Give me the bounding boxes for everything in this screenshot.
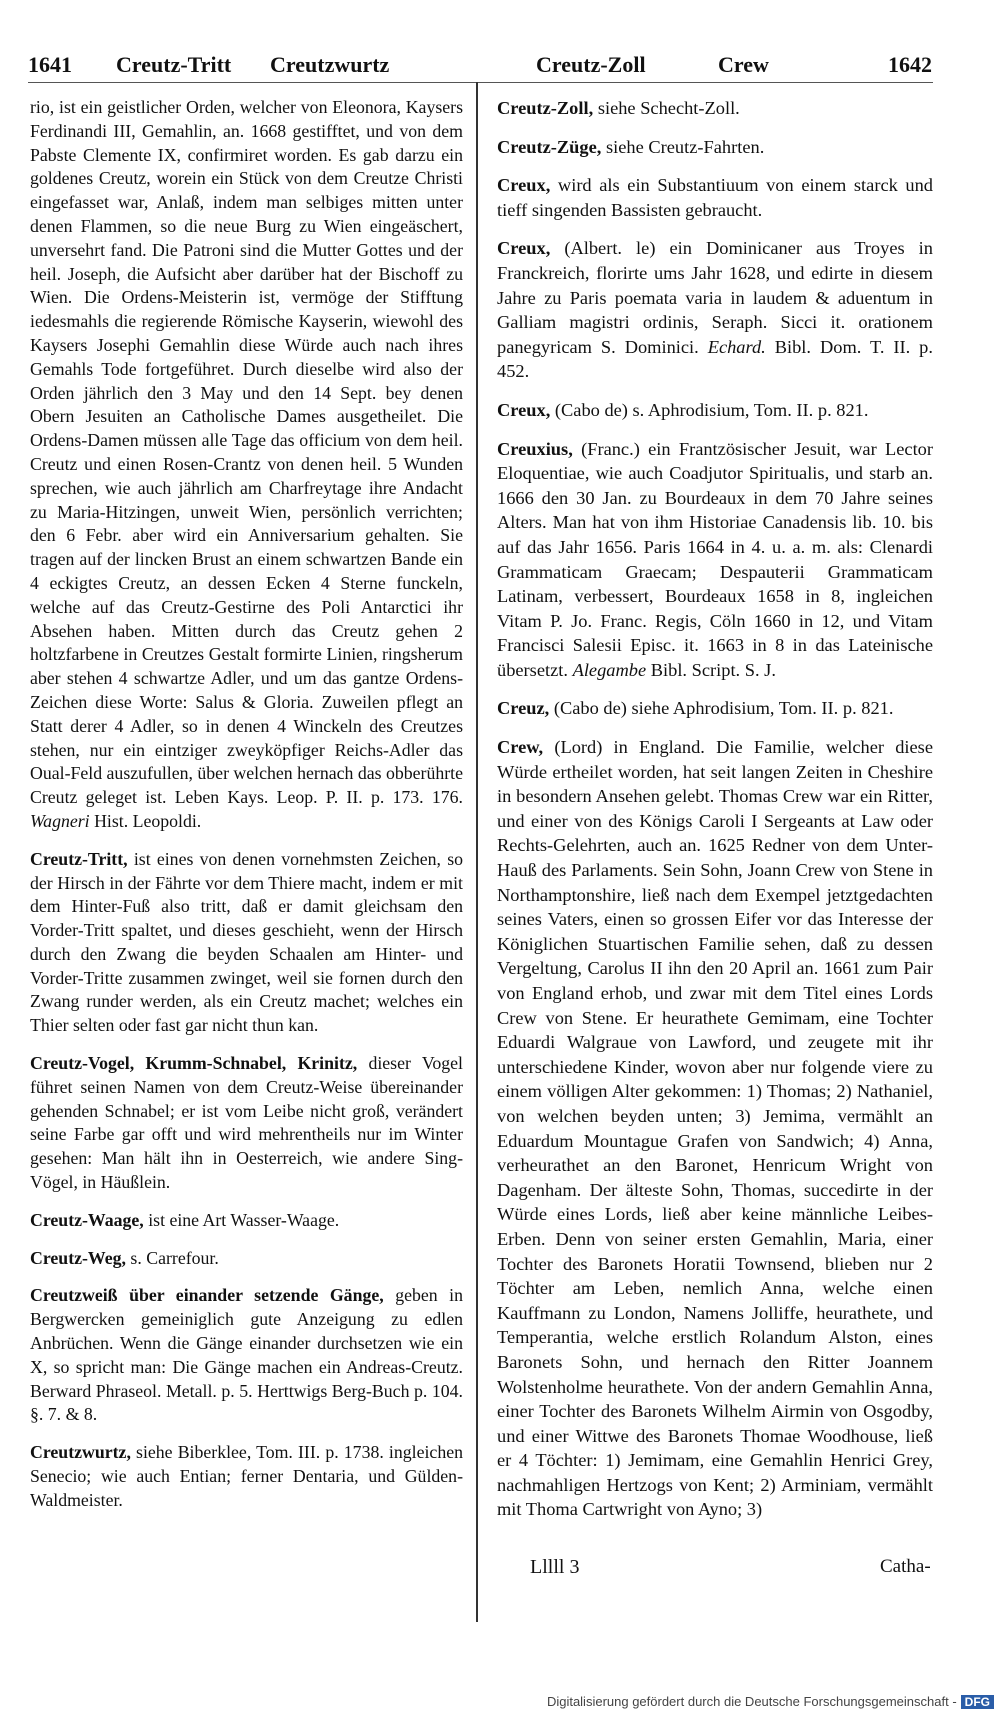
guide-word-left-1: Creutz-Tritt bbox=[116, 52, 232, 77]
entry-text: dieser Vogel führet seinen Namen von dem Creutz-Weise übereinander gehenden Schnabel; er ist vom Leibe nicht groß, verändert seine Farbe gar offt und wird mehrentheils nur im Winter gesehen: Man hält ihn in Oesterreich, wie andere Sing-Vögel, in Häußlein. bbox=[30, 1053, 463, 1193]
guide-word-right-2: Crew bbox=[718, 52, 769, 77]
dictionary-entry bbox=[497, 735, 933, 1522]
entry-text: rio, ist ein geistlicher Orden, welcher von Eleonora, Kaysers Ferdinandi III, Gemahlin, an. 1668 gestifftet, und von dem Pabste Clemente IX, confirmiret worden. Es gab darzu ein goldenes Creutz, worein ein Stück von dem Creutze Christi eingefasset war, Anlaß, indem man selbiges mitten unter denen Flammen, so die neue Burg zu Wien eingeäschert, unversehrt fand. Die Patroni sind die Mutter Gottes und der heil. Joseph, die Aufsicht aber darüber hat der Bischoff zu Wien. Die Ordens-Meisterin ist, vermöge der Stifftung iedesmahls die regierende Römische Kayserin, wiewohl des Kaysers Josephi Gemahlin diese Würde auch nach ihres Gemahls Tode fortgeführet. Durch dieselbe wird also der Orden jährlich den 3 May und den 14 Sept. bey denen Obern Jesuiten an Catholische Dames ausgetheilet. Die Ordens-Damen müssen alle Tage das officium von dem heil. Creutz und einen Rosen-Crantz von denen heil. 5 Wunden sprechen, wie auch jährlich am Charfreytage ihre Andacht zu Maria-Hitzingen, unweit Wien, persönlich verrichten; den 6 Febr. aber wird ein Anniversarium gehalten. Sie tragen auf der lincken Brust an einem schwartzen Bande ein 4 eckigtes Creutz, an dessen Ecken 4 Sterne funckeln, welche auf das Creutz-Gestirne des Poli Antarctici ihr Absehen haben. Mitten durch das Creutz gehen 2 holtzfarbene in Creutzes Gestalt formirte Linien, ringsherum aber stehen 4 schwartze Adler, und um das gantze Ordens-Zeichen diese Worte: Salus & Gloria. Zuweilen pflegt an Statt derer 4 Adler, so in denen 4 Winckeln des Creutzes stehen, nur ein eintziger zweyköpfiger Reichs-Adler das Oual-Feld auszufullen, über welchen hernach das obberührte Creutz geleget ist. Leben Kays. Leop. P. II. p. 173. 176. bbox=[30, 97, 464, 808]
dictionary-entry bbox=[497, 96, 933, 121]
entry-text: wird als ein Substantiuum von einem starck und tieff singenden Bassisten gebraucht. bbox=[497, 175, 933, 220]
dictionary-entry bbox=[30, 848, 463, 1038]
entry-text: (Albert. le) ein Dominicaner aus Troyes in Franckreich, florirte ums Jahr 1628, und edirte in diesem Jahre zu Paris poemata varia in laudem & aduentum in Galliam magistri ordinis, Seraph. Sicci it. orationem panegyricam S. Dominici. bbox=[497, 238, 933, 357]
entry-citation: Bibl. Dom. T. II. p. 452. bbox=[497, 336, 933, 382]
entry-paragraph bbox=[497, 236, 933, 384]
dictionary-entry bbox=[30, 1247, 463, 1271]
entry-text: ist eine Art Wasser-Waage. bbox=[148, 1209, 340, 1230]
entry-paragraph bbox=[497, 696, 933, 721]
entry-headword: Creutzwurtz, bbox=[30, 1442, 131, 1463]
entry-headword: Creutz-Zoll, bbox=[497, 98, 594, 118]
entry-text: (Lord) in England. Die Familie, welcher diese Würde ertheilet worden, hat seit langen Zeiten in Cheshire in besondern Ansehen gelebt. Thomas Crew war ein Ritter, und einer von des Königs Caroli I Sergeants at Law oder Rechts-Gelehrten, auch an. 1625 Redner von dem Unter-Hauß des Parlaments. Sein Sohn, Joann Crew von Stene in Northamptonshire, ließ nach dem Exempel jetztgedachten seines Vaters, einen so grossen Eifer vor das Interesse der Königlichen Stuartischen Familie sehen, daß zu dessen Vergeltung, Carolus II ihn den 20 April an. 1661 zum Pair von England erhob, und zwar mit dem Titel eines Lords Crew von Stene. Er heurathete Gemimam, eine Tochter Eduardi Walgraue von Lawford, und zeugete mit ihr unterschiedene Kinder, wovon aber nur folgende viere zu einem völligen Alter gekommen: 1) Thomas; 2) Nathaniel, von welchen beyden unten; 3) Jemima, vermählt an Eduardum Mountague Grafen von Sandwich; 4) Anna, verheurathet an den Baronet, Henricum Wright von Dagenham. Der älteste Sohn, Thomas, succedirte in der Würde eines Lords, ließ aber keine männliche Leibes-Erben. Denn von seiner ersten Gemahlin, Maria, einer Tochter des Baronets Horatii Townsend, blieben nur 2 Töchter am Leben, nemlich Anna, welche einen Kauffmann zu London, Namens Jolliffe, heurathete, und Temperantia, welche erstlich Rolandum Alston, eines Baronets Sohn, und hernach den Ritter Joannem Wolstenholme heurathete. Von der andern Gemahlin Anna, einer Tochter des Baronets Wilhelm Airmin von Osgodby, und einer Wittwe des Baronets Thomae Woodhouse, ließ er 4 Töchter: 1) Jemimam, eine Gemahlin Henrici Grey, nachmahligen Hertzogs von Kent; 2) Arminiam, vermählt mit Thoma Cartwright von Ayno; 3) bbox=[497, 737, 933, 1520]
entry-headword: Creutz-Züge, bbox=[497, 136, 602, 157]
digitization-credit bbox=[547, 1694, 994, 1709]
header-rule bbox=[28, 82, 933, 83]
entry-headword: Creux, bbox=[497, 238, 551, 259]
entry-headword: Creuz, bbox=[497, 698, 550, 719]
catchword: Catha- bbox=[880, 1556, 931, 1577]
entry-text: ist eines von denen vornehmsten Zeichen, so der Hirsch in der Fährte vor dem Thiere macht, indem er mit dem Hinter-Fuß also tritt, daß er damit gleichsam den Vorder-Tritt spaltet, und dieses geschieht, wenn der Hirsch durch den Zwang die beyden Schaalen am Hinter- und Vorder-Tritte zusammen zwinget, weil sie fornen durch den Zwang runder werden, als ein Creutz machet; welches ein Thier selten oder fast gar nicht thun kan. bbox=[30, 848, 464, 1036]
entry-paragraph bbox=[497, 437, 933, 683]
dictionary-entry bbox=[30, 1209, 463, 1233]
entry-paragraph bbox=[30, 1209, 463, 1233]
dictionary-entry bbox=[30, 1052, 463, 1195]
entry-text: s. Carrefour. bbox=[130, 1247, 219, 1268]
entry-text: (Franc.) ein Frantzösischer Jesuit, war Lector Eloquentiae, wie auch Coadjutor Spiritualis, und starb an. 1666 den 30 Jan. zu Bourdeaux in dem 70 Jahre seines Alters. Man hat von ihm Historiae Canadensis lib. 10. bis auf das Jahr 1656. Paris 1664 in 4. u. a. m. als: Clenardi Grammaticam Graecam; Despauterii Grammaticam Latinam, verbessert, Bourdeaux 1658 in 8, ingleichen Vitam P. Jo. Franc. Regis, Cöln 1660 in 12, und Vitam Francisci Salesii Episc. it. 1663 in 8 in das Lateinische übersetzt. bbox=[497, 438, 933, 680]
dictionary-entry bbox=[497, 398, 933, 423]
entry-text: (Cabo de) siehe Aphrodisium, Tom. II. p. 821. bbox=[553, 698, 894, 719]
entry-headword: Creuxius, bbox=[497, 438, 573, 459]
entry-headword: Creux, bbox=[497, 399, 551, 420]
guide-word-right-1: Creutz-Zoll bbox=[536, 52, 646, 77]
entry-paragraph bbox=[30, 848, 463, 1038]
dictionary-entry bbox=[497, 173, 933, 222]
entry-headword: Creutzweiß über einander setzende Gänge, bbox=[30, 1285, 384, 1306]
credit-text: Digitalisierung gefördert durch die Deutsche Forschungsgemeinschaft - bbox=[546, 1694, 957, 1709]
entry-text: (Cabo de) s. Aphrodisium, Tom. II. p. 821. bbox=[554, 399, 869, 420]
entry-paragraph bbox=[30, 96, 463, 834]
entry-headword: Creutz-Weg, bbox=[30, 1247, 126, 1268]
entry-paragraph bbox=[497, 135, 933, 160]
entry-headword: Crew, bbox=[497, 737, 544, 758]
entry-text: siehe Creutz-Fahrten. bbox=[605, 136, 765, 157]
entry-paragraph bbox=[497, 96, 933, 121]
dictionary-entry bbox=[497, 437, 933, 683]
page-number-right: 1642 bbox=[888, 52, 932, 77]
signature-mark: Lllll 3 bbox=[530, 1556, 580, 1578]
dictionary-entry bbox=[497, 696, 933, 721]
entry-paragraph bbox=[30, 1247, 463, 1271]
left-column bbox=[30, 96, 463, 1527]
right-column bbox=[497, 96, 933, 1536]
entry-headword: Creutz-Vogel, Krumm-Schnabel, Krinitz, bbox=[30, 1053, 358, 1074]
running-header bbox=[28, 52, 933, 80]
entry-paragraph bbox=[30, 1284, 463, 1427]
dfg-logo: DFG bbox=[961, 1695, 994, 1709]
entry-headword: Creutz-Waage, bbox=[30, 1209, 144, 1230]
entry-paragraph bbox=[30, 1441, 463, 1512]
dictionary-entry bbox=[497, 135, 933, 160]
entry-reference: Wagneri bbox=[30, 810, 90, 831]
dictionary-entry bbox=[30, 1441, 463, 1512]
column-divider bbox=[476, 82, 478, 1622]
entry-headword: Creutz-Tritt, bbox=[30, 848, 128, 869]
entry-reference: Echard. bbox=[707, 336, 766, 357]
entry-paragraph bbox=[497, 173, 933, 222]
page-number-left: 1641 bbox=[28, 52, 72, 77]
entry-paragraph bbox=[497, 398, 933, 423]
entry-headword: Creux, bbox=[497, 175, 551, 196]
entry-text: siehe Biberklee, Tom. III. p. 1738. ingleichen Senecio; wie auch Entian; ferner Dentaria, und Gülden-Waldmeister. bbox=[30, 1442, 463, 1510]
entry-reference: Alegambe bbox=[572, 659, 647, 680]
dictionary-entry bbox=[30, 96, 463, 834]
entry-paragraph bbox=[30, 1052, 463, 1195]
entry-text: geben in Bergwercken gemeiniglich gute Anzeigung zu edlen Anbrüchen. Wenn die Gänge einander durchsetzen wie ein X, so spricht man: Die Gänge machen ein Andreas-Creutz. Berward Phraseol. Metall. p. 5. Herttwigs Berg-Buch p. 104. §. 7. & 8. bbox=[30, 1285, 463, 1425]
entry-citation: Bibl. Script. S. J. bbox=[650, 659, 776, 680]
dictionary-entry bbox=[30, 1284, 463, 1427]
guide-word-left-2: Creutzwurtz bbox=[270, 52, 390, 77]
entry-citation: Hist. Leopoldi. bbox=[94, 810, 202, 831]
entry-text: siehe Schecht-Zoll. bbox=[597, 98, 740, 118]
entry-paragraph bbox=[497, 735, 933, 1522]
dictionary-entry bbox=[497, 236, 933, 384]
